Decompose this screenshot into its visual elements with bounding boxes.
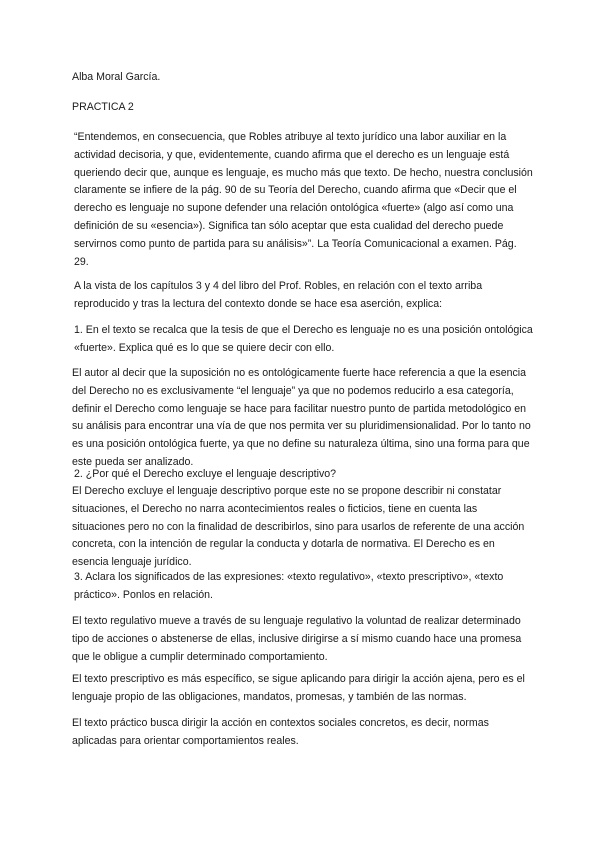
- intro-paragraph: A la vista de los capítulos 3 y 4 del libro del Prof. Robles, en relación con el texto arriba reproducido y tras la lectura del contexto donde se hace esa aserción, explica:: [74, 280, 483, 310]
- answer-2: El Derecho excluye el lenguaje descriptivo porque este no se propone describir ni constatar situaciones, el Derecho no narra acontecimientos reales o ficticios, tiene en cuenta las situaciones pero no con la finalidad de describirlos, sino para usarlos de referente de una acción concreta, con la intención de regular la conducta y dotarla de normativa. El Derecho es en esencia lenguaje jurídico.: [72, 485, 525, 569]
- answer-3-practico: El texto práctico busca dirigir la acción en contextos sociales concretos, es decir, normas aplicadas para orientar comportamientos reales.: [72, 717, 489, 747]
- answer-1: El autor al decir que la suposición no es ontológicamente fuerte hace referencia a que la esencia del Derecho no es exclusivamente “el lenguaje” ya que no podemos reducirlo a esa categoría, definir el Derecho como lenguaje se hace para facilitar nuestro punto de partida metodológico en su análisis para encontrar una vía de que nos permita ver su pluridimensionalidad. Por lo tanto no es una posición ontológica fuerte, ya que no define su naturaleza última, sino una forma para que este pueda ser analizado.: [72, 367, 531, 468]
- question-2: 2. ¿Por qué el Derecho excluye el lenguaje descriptivo?: [74, 468, 337, 480]
- answer-3-regulativo: El texto regulativo mueve a través de su lenguaje regulativo la voluntad de realizar determinado tipo de acciones o abstenerse de ellas, inclusive dirigirse a sí mismo cuando hace una promesa que le obligue a cumplir determinado comportamiento.: [72, 615, 522, 663]
- author-name: Alba Moral García.: [72, 71, 161, 83]
- quote-paragraph: “Entendemos, en consecuencia, que Robles atribuye al texto jurídico una labor auxiliar en la actividad decisoria, y que, evidentemente, cuando afirma que el derecho es un lenguaje está queriendo decir que, aunque es lenguaje, es mucho más que texto. De hecho, nuestra conclusión claramente se infiere de la pág. 90 de su Teoría del Derecho, cuando afirma que «Decir que el derecho es lenguaje no supone defender una relación ontológica «fuerte» (algo así como una definición de su «esencia»). Significa tan sólo aceptar que esta cualidad del derecho puede servirnos como punto de partida para su análisis»”. La Teoría Comunicacional a examen. Pág. 29.: [74, 131, 533, 268]
- page-title: PRACTICA 2: [72, 101, 134, 113]
- answer-3-prescriptivo: El texto prescriptivo es más específico, se sigue aplicando para dirigir la acción ajena, pero es el lenguaje propio de las obligaciones, mandatos, promesas, y también de las normas.: [72, 673, 525, 703]
- question-1: 1. En el texto se recalca que la tesis de que el Derecho es lenguaje no es una posición ontológica «fuerte». Explica qué es lo que se quiere decir con ello.: [74, 324, 533, 354]
- question-3: 3. Aclara los significados de las expresiones: «texto regulativo», «texto prescriptivo», «texto práctico». Ponlos en relación.: [74, 571, 504, 601]
